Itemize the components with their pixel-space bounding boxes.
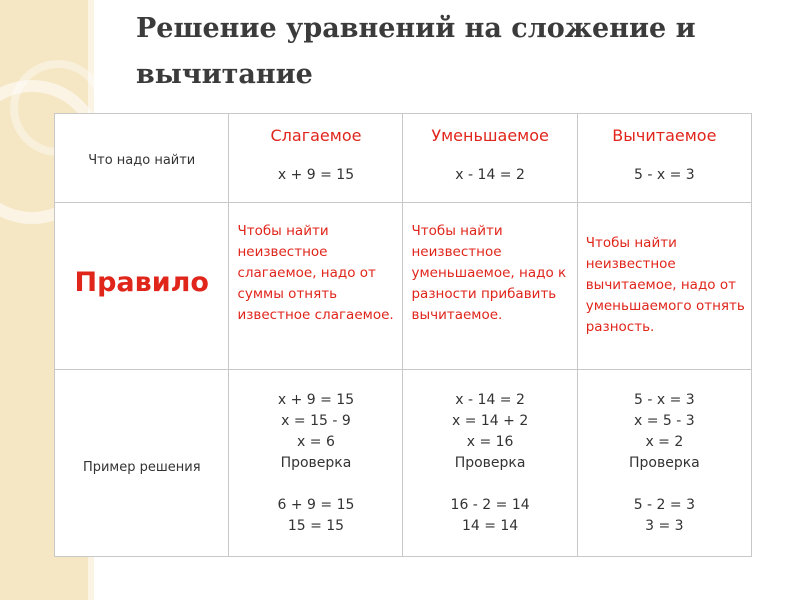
solution-line: x + 9 = 15 [277, 392, 355, 408]
check-line: 16 - 2 = 14 [450, 497, 530, 513]
check-line: 14 = 14 [461, 518, 519, 534]
row-label-cell [55, 370, 229, 557]
table-row-rule [55, 203, 752, 370]
example-cell [577, 370, 751, 557]
column-equation-subtrahend: 5 - x = 3 [634, 167, 695, 183]
solution-line: Проверка [454, 455, 526, 471]
rule-cell [229, 203, 403, 370]
column-header-cell [403, 114, 577, 203]
spacer [403, 474, 576, 495]
check-line: 3 = 3 [645, 518, 684, 534]
check-line: 5 - 2 = 3 [633, 497, 695, 513]
row-label-rule: Правило [74, 267, 209, 298]
rule-cell [403, 203, 577, 370]
row-label-example: Пример решения [82, 460, 201, 475]
equations-table [54, 113, 752, 557]
check-line: 15 = 15 [287, 518, 345, 534]
rule-text-minuend: Чтобы найти неизвестное уменьшаемое, надо к разности прибавить вычитаемое. [411, 223, 567, 323]
solution-line: Проверка [628, 455, 700, 471]
table-row-example [55, 370, 752, 557]
example-solution-addend [229, 370, 402, 537]
column-header-subtrahend: Вычитаемое [612, 126, 717, 145]
example-cell [229, 370, 403, 557]
solution-line: x = 2 [645, 434, 684, 450]
column-equation-minuend: x - 14 = 2 [455, 167, 525, 183]
example-solution-minuend [403, 370, 576, 537]
slide-title: Решение уравнений на сложение и вычитание [136, 13, 696, 90]
column-equation-addend: x + 9 = 15 [277, 167, 355, 183]
spacer [578, 474, 751, 495]
solution-line: Проверка [280, 455, 352, 471]
row-label-cell [55, 114, 229, 203]
check-line: 6 + 9 = 15 [277, 497, 355, 513]
solution-line: x - 14 = 2 [455, 392, 525, 408]
solution-line: 5 - x = 3 [634, 392, 695, 408]
solution-line: x = 5 - 3 [634, 413, 695, 429]
solution-line: x = 14 + 2 [451, 413, 529, 429]
example-cell [403, 370, 577, 557]
rule-text-addend: Чтобы найти неизвестное слагаемое, надо от суммы отнять известное слагаемое. [237, 223, 394, 323]
rule-cell [577, 203, 751, 370]
column-header-addend: Слагаемое [270, 126, 362, 145]
row-label-cell [55, 203, 229, 370]
example-solution-subtrahend [578, 370, 751, 537]
rule-text-subtrahend: Чтобы найти неизвестное вычитаемое, надо от уменьшаемого отнять разность. [585, 235, 745, 335]
table-row-find [55, 114, 752, 203]
row-label-find: Что надо найти [88, 153, 196, 168]
column-header-cell [577, 114, 751, 203]
solution-line: x = 16 [466, 434, 514, 450]
solution-line: x = 6 [297, 434, 335, 450]
column-header-cell [229, 114, 403, 203]
solution-line: x = 15 - 9 [281, 413, 351, 429]
spacer [229, 474, 402, 495]
column-header-minuend: Уменьшаемое [431, 126, 549, 145]
